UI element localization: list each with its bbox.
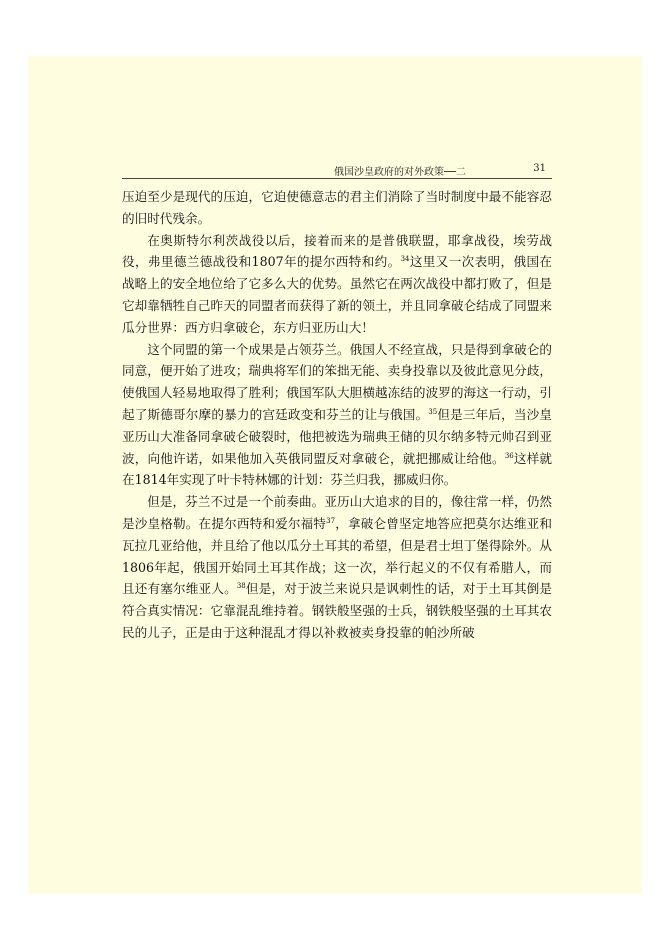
text-segment: 这样就在1814年实现了叶卡特林娜的计划：芬兰归我，挪威归你。 [122, 450, 553, 488]
text-segment: ，拿破仑曾坚定地答应把莫尔达维亚和瓦拉几亚给他，并且给了他以瓜分土耳其的希望，但是君士坦丁堡得除外。从1806年起，俄国开始同土耳其作战；这一次，举行起义的不仅有希腊人，而且还有塞尔维亚人。 [122, 515, 553, 597]
footnote-marker: 34 [400, 255, 410, 264]
text-segment: 这个同盟的第一个成果是占领芬兰。俄国人不经宣战，只是得到拿破仑的同意，便开始了进攻；瑞典将军们的笨拙无能、卖身投靠以及彼此意见分歧，使俄国人轻易地取得了胜利；俄国军队大胆横越冻结的波罗的海这一行动，引起了斯德哥尔摩的暴力的宫廷政变和芬兰的让与俄国。 [122, 341, 552, 422]
text-segment: 但是，对于波兰来说只是讽刺性的话，对于土耳其倒是符合真实情况：它靠混乱维持着。钢铁般坚强的士兵，钢铁般坚强的土耳其农民的儿子，正是由于这种混乱才得以补救被卖身投靠的帕沙所破 [122, 581, 553, 640]
running-title: 俄国沙皇政府的对外政策──二 [333, 167, 466, 178]
text-segment: 但是三年后，当沙皇亚历山大准备同拿破仑破裂时，他把被选为瑞典王储的贝尔纳多特元帅召到亚波，向他许诺，如果他加入英俄同盟反对拿破仑，就把挪威让给他。 [122, 406, 553, 466]
body-text [122, 186, 552, 644]
text-segment: 压迫至少是现代的压迫，它迫使德意志的君主们消除了当时制度中最不能容忍的旧时代残余。 [122, 189, 552, 226]
text-segment: 在奥斯特尔利茨战役以后，接着而来的是普俄联盟，耶拿战役，埃劳战役，弗里德兰德战役和1807年的提尔西特和约。 [122, 232, 552, 270]
text-segment: 这里又一次表明，俄国在战略上的安全地位给了它多么大的优势。虽然它在两次战役中都打败了，但是它却靠牺牲自己昨天的同盟者而获得了新的领土，并且同拿破仑结成了同盟来瓜分世界：西方归拿破仑，东方归亚历山大！ [122, 254, 552, 335]
footnote-marker: 37 [326, 516, 336, 525]
footnote-marker: 38 [236, 582, 246, 591]
running-header [122, 160, 552, 180]
paragraph [122, 491, 552, 644]
page-number: 31 [533, 163, 546, 174]
paragraph [122, 230, 552, 339]
footnote-marker: 35 [428, 407, 438, 416]
paragraph [122, 339, 552, 492]
text-segment: 但是，芬兰不过是一个前奏曲。亚历山大追求的目的，像往常一样，仍然是沙皇格勒。在提尔西特和爱尔福特 [122, 494, 552, 531]
header-rule [122, 178, 552, 179]
paragraph [122, 186, 552, 230]
footnote-marker: 36 [504, 451, 514, 460]
